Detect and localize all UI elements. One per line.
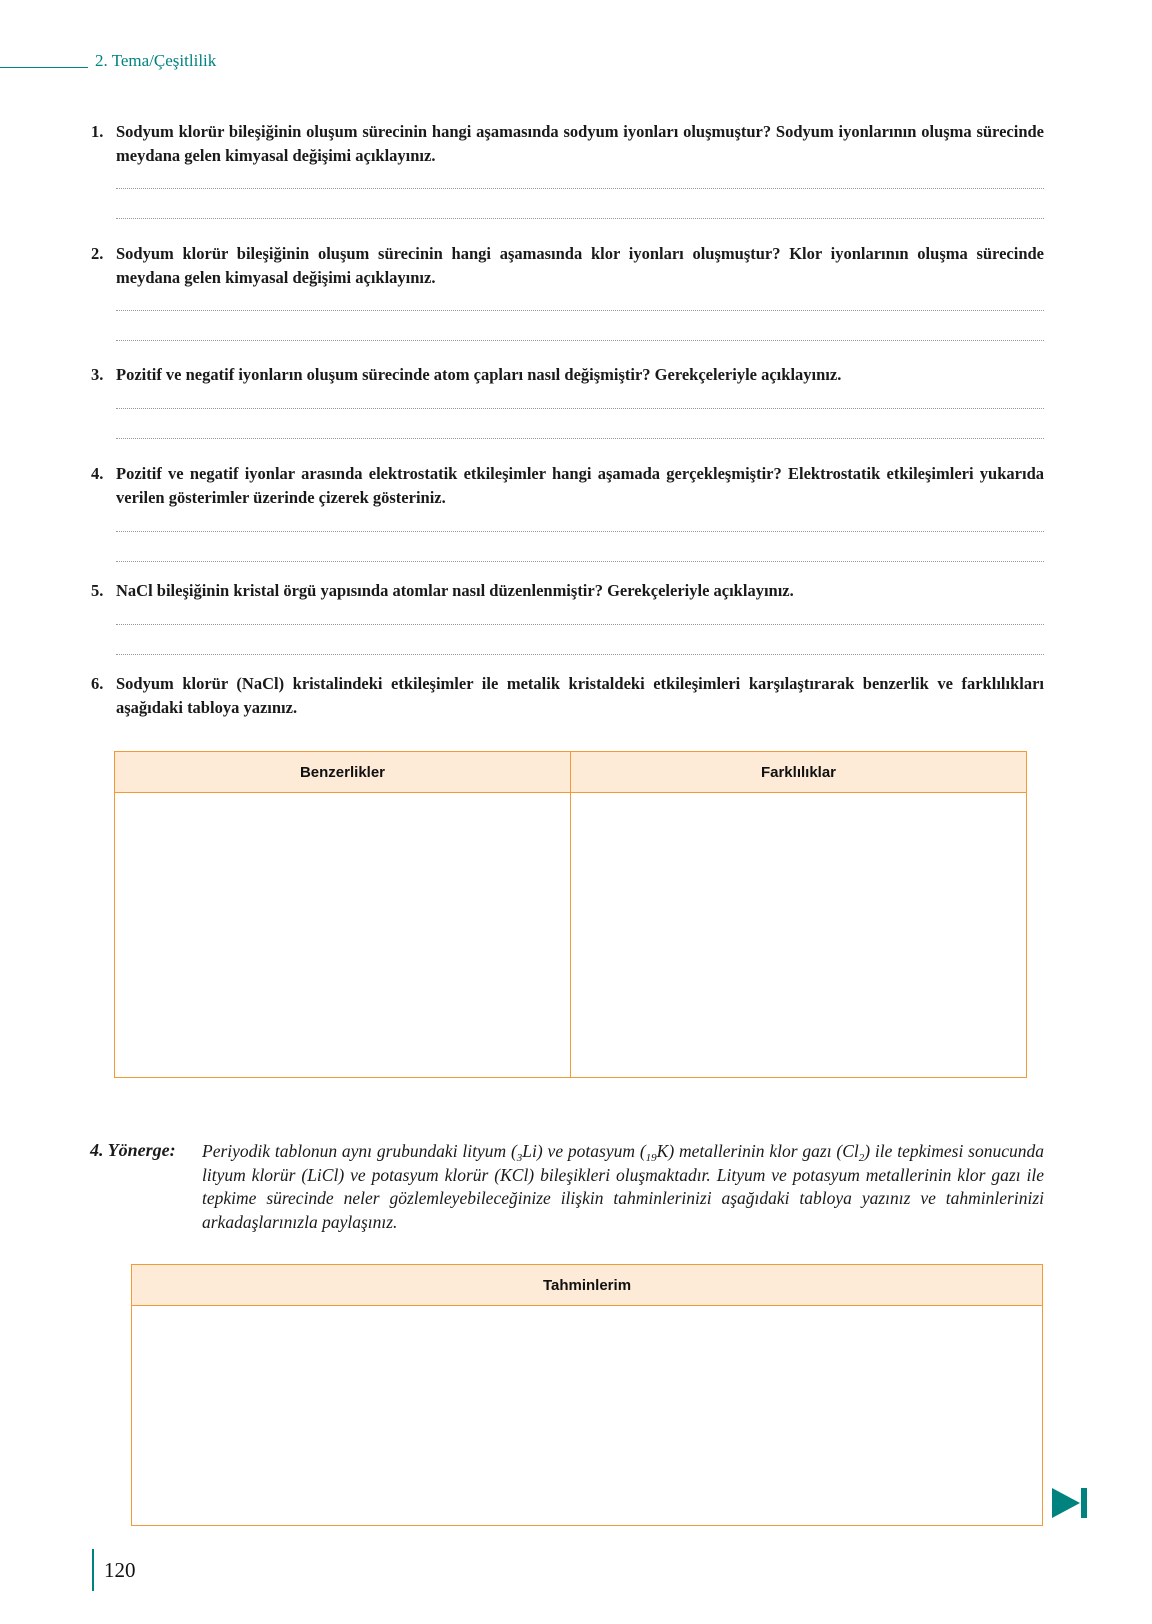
column-header-differences: Farklılıklar [571,752,1027,793]
subscript-cl2: 2 [858,1152,865,1164]
answer-line[interactable] [116,654,1044,655]
answer-line[interactable] [116,408,1044,409]
answer-line[interactable] [116,531,1044,532]
answer-line[interactable] [116,310,1044,311]
question-text: Pozitif ve negatif iyonlar arasında elektrostatik etkileşimler hangi aşamada gerçekleşmiştir? Elektrostatik etkileşimleri yukarıda verilen gösterimler üzerinde çizerek gösteriniz. [116,464,1044,507]
atomic-number-k: 19 [645,1152,657,1164]
question-number: 6. [91,674,104,693]
instruction-text-part: K) metallerinin klor gazı (Cl [656,1141,859,1161]
question-text: Sodyum klorür bileşiğinin oluşum sürecinin hangi aşamasında sodyum iyonları oluşmuştur? Sodyum iyonlarının oluşma sürecinde meydana gelen kimyasal değişimi açıklayınız. [116,122,1044,165]
answer-line[interactable] [116,624,1044,625]
comparison-table [114,751,1027,1078]
question-text: Sodyum klorür (NaCl) kristalindeki etkileşimler ile metalik kristaldeki etkileşimleri karşılaştırarak benzerlik ve farklılıkları aşağıdaki tabloya yazınız. [116,674,1044,717]
page-number-rule [92,1549,94,1591]
question-text: Sodyum klorür bileşiğinin oluşum sürecinin hangi aşamasında klor iyonları oluşmuştur? Klor iyonlarının oluşma sürecinde meydana gelen kimyasal değişimi açıklayınız. [116,244,1044,287]
question-2 [91,242,1044,289]
instruction-text-part: ) ile tepkimesi sonucunda lityum klorür (LiCl) ve potasyum klorür (KCl) bileşikleri oluşmaktadır. Lityum ve potasyum metallerinin klor gazı ile tepkime sürecinde neler gözlemleyebileceğinize ilişkin tahminlerinizi aşağıdaki tabloya yazınız ve tahminlerinizi arkadaşlarınızla paylaşınız. [202,1141,1044,1232]
question-number: 5. [91,581,104,600]
page-number: 120 [104,1558,136,1582]
similarities-cell[interactable] [115,793,571,1078]
column-header-predictions: Tahminlerim [132,1265,1043,1306]
question-number: 4. [91,464,104,483]
question-number: 1. [91,122,104,141]
question-3 [91,363,1044,387]
question-text: Pozitif ve negatif iyonların oluşum sürecinde atom çapları nasıl değişmiştir? Gerekçeleriyle açıklayınız. [116,365,842,384]
answer-line[interactable] [116,188,1044,189]
instruction-label: 4. Yönerge: [90,1140,176,1160]
answer-line[interactable] [116,340,1044,341]
instruction-text-part: Li) ve potasyum ( [522,1141,646,1161]
question-1 [91,120,1044,167]
atomic-number-li: 3 [516,1152,523,1164]
column-header-similarities: Benzerlikler [115,752,571,793]
header-rule [0,67,88,68]
question-number: 3. [91,365,104,384]
question-number: 2. [91,244,104,263]
skip-next-glyph [1050,1486,1090,1520]
answer-line[interactable] [116,561,1044,562]
question-text: NaCl bileşiğinin kristal örgü yapısında atomlar nasıl düzenlenmiştir? Gerekçeleriyle açıklayınız. [116,581,794,600]
predictions-table [131,1264,1043,1526]
predictions-cell[interactable] [132,1306,1043,1526]
instruction-text-part: Periyodik tablonun aynı grubundaki lityum ( [202,1141,517,1161]
question-5 [91,579,1044,603]
question-4 [91,462,1044,509]
differences-cell[interactable] [571,793,1027,1078]
answer-line[interactable] [116,438,1044,439]
question-6 [91,672,1044,719]
skip-next-icon[interactable] [1050,1486,1090,1520]
section-title: 2. Tema/Çeşitlilik [95,51,217,70]
instruction-text [202,1140,1044,1234]
answer-line[interactable] [116,218,1044,219]
